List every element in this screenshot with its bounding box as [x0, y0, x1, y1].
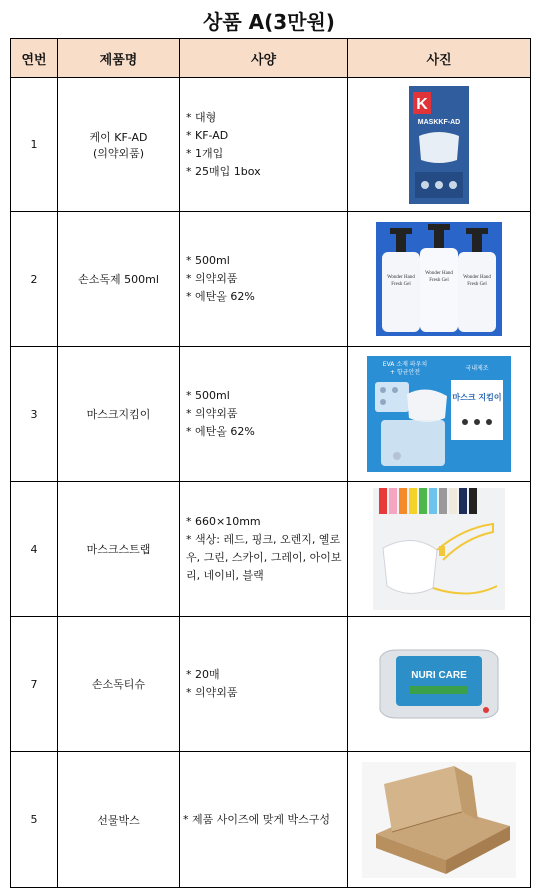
spec-line: * 의약외품 — [186, 407, 238, 420]
spec-line: * 500ml — [186, 389, 230, 402]
spec-line: * KF-AD — [186, 128, 229, 142]
header-spec: 사양 — [180, 39, 348, 78]
product-name-line: 마스크스트랩 — [86, 543, 151, 556]
bottle-label: Wonder Hand — [425, 271, 453, 276]
pouch-tag: + 항균안전 — [389, 369, 421, 376]
pouch-tag: 국내제조 — [465, 365, 489, 372]
row-number: 3 — [11, 347, 58, 482]
product-photo — [348, 752, 531, 888]
row-number: 2 — [11, 212, 58, 347]
product-name-line: 손소독제 500ml — [78, 273, 159, 286]
row-number: 4 — [11, 482, 58, 617]
sanitizing-wipes-icon — [376, 648, 502, 720]
product-spec — [180, 752, 348, 888]
product-name — [58, 212, 180, 347]
product-name-line: 마스크지킴이 — [86, 408, 151, 421]
spec-line: * 1개입 — [186, 146, 224, 160]
spec-line: * 에탄올 62% — [186, 425, 255, 438]
mask-package-icon — [409, 86, 469, 204]
product-name-line: (의약외품) — [92, 146, 145, 160]
header-name: 제품명 — [58, 39, 180, 78]
wipes-brand: NURI CARE — [411, 670, 467, 681]
product-photo — [348, 212, 531, 347]
product-name-line: 손소독티슈 — [91, 678, 146, 691]
table-row — [11, 752, 531, 888]
hand-sanitizer-bottles-icon — [376, 222, 502, 336]
bottle-label: Wonder Hand — [387, 275, 415, 280]
product-photo — [348, 482, 531, 617]
spec-line: * 색상: 레드, 핑크, 오렌지, 옐로우, 그린, 스카이, 그레이, 아이보리, 네이비, 블랙 — [186, 533, 342, 582]
bottle-label: Fresh Gel — [429, 278, 449, 283]
row-number: 7 — [11, 617, 58, 752]
spec-line: * 에탄올 62% — [186, 290, 255, 303]
gift-box-icon — [362, 762, 516, 878]
brand-letter: K — [416, 95, 428, 113]
spec-line: * 660×10mm — [186, 515, 261, 528]
spec-line: * 의약외품 — [186, 686, 238, 699]
table-row — [11, 212, 531, 347]
product-name — [58, 752, 180, 888]
header-no: 연번 — [11, 39, 58, 78]
spec-line: * 25매입 1box — [186, 164, 261, 178]
product-name — [58, 78, 180, 212]
product-spec — [180, 617, 348, 752]
product-name — [58, 347, 180, 482]
product-name — [58, 482, 180, 617]
spec-line: * 대형 — [186, 110, 217, 124]
table-row — [11, 482, 531, 617]
product-name-line: 케이 KF-AD — [89, 130, 148, 144]
bottle-label: Fresh Gel — [467, 282, 487, 287]
row-number: 1 — [11, 78, 58, 212]
table-row — [11, 347, 531, 482]
bottle-label: Wonder Hand — [463, 275, 491, 280]
header-row — [11, 39, 531, 78]
page-title: 상품 A(3만원) — [203, 10, 335, 34]
product-name-line: 선물박스 — [97, 813, 140, 827]
spec-line: * 500ml — [186, 254, 230, 267]
pouch-tag: EVA 소재 파우치 — [382, 361, 428, 368]
mask-keeper-pouch-icon — [367, 356, 511, 472]
product-photo — [348, 78, 531, 212]
product-spec — [180, 78, 348, 212]
product-name — [58, 617, 180, 752]
spec-line: * 20매 — [186, 668, 220, 681]
product-photo — [348, 617, 531, 752]
header-photo: 사진 — [348, 39, 531, 78]
product-spec — [180, 212, 348, 347]
table-row — [11, 617, 531, 752]
product-table — [10, 38, 531, 888]
product-photo — [348, 347, 531, 482]
mask-strap-icon — [373, 488, 505, 610]
box-text: 마스크 지킴이 — [452, 393, 502, 402]
spec-line: * 제품 사이즈에 맞게 박스구성 — [183, 812, 330, 826]
spec-line: * 의약외품 — [186, 272, 238, 285]
product-spec — [180, 347, 348, 482]
brand-text: MASKKF-AD — [417, 118, 461, 126]
product-spec — [180, 482, 348, 617]
bottle-label: Fresh Gel — [391, 282, 411, 287]
row-number: 5 — [11, 752, 58, 888]
table-row — [11, 78, 531, 212]
